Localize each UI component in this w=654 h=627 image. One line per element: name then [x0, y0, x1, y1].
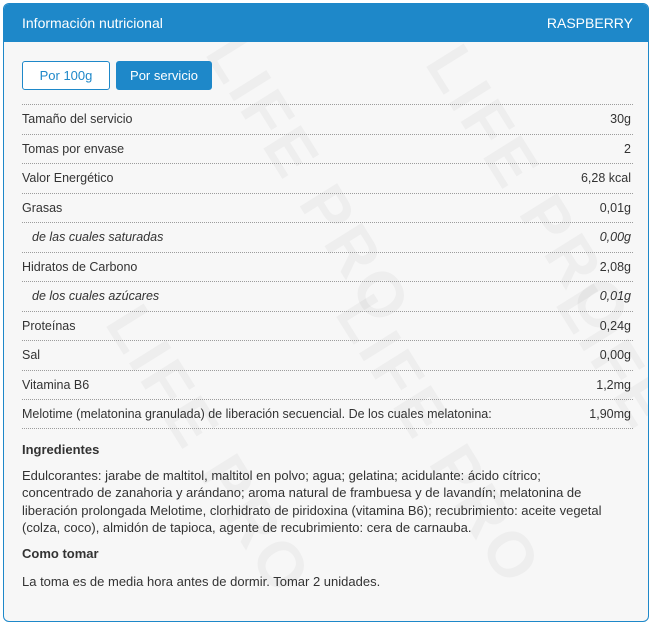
nutrition-row-energy [22, 163, 633, 193]
nutrient-name: Hidratos de Carbono [22, 259, 138, 274]
nutrient-value: 0,24g [599, 318, 631, 333]
panel-header [4, 4, 648, 42]
ingredients-heading: Ingredientes [22, 441, 100, 457]
nutrition-row-serving-size [22, 104, 633, 134]
nutrient-name: Valor Energético [22, 171, 114, 186]
nutrition-row-carbohydrates [22, 252, 633, 282]
nutrition-row-salt [22, 340, 633, 370]
nutrient-name: Tamaño del servicio [22, 112, 133, 127]
flavor-label: RASPBERRY [546, 15, 633, 31]
nutrient-value: 1,2mg [596, 377, 631, 392]
nutrient-name: Tomas por envase [22, 141, 125, 156]
per-serving-button[interactable]: Por servicio [116, 61, 212, 90]
nutrient-name: de las cuales saturadas [32, 230, 164, 245]
nutrient-value: 2,08g [599, 259, 631, 274]
nutrition-row-servings-per-container [22, 134, 633, 164]
nutrient-value: 6,28 kcal [580, 171, 631, 186]
nutrient-value: 30g [610, 112, 631, 127]
nutrition-row-saturated-fat [22, 222, 633, 252]
nutrition-row-sugars [22, 281, 633, 311]
nutrient-name: de los cuales azúcares [32, 289, 160, 304]
ingredients-text: Edulcorantes: jarabe de maltitol, maltitol en polvo; agua; gelatina; acidulante: ácido cítrico; concentrado de zanahoria y arándano; aroma natural de frambuesa y de lavandín; melatonina de liberación prolongada Melotime, clorhidrato de piridoxina (vitamina B6); recubrimiento: aceite vegetal (colza, coco), almidón de tapioca, agente de recubrimiento: cera de carnauba. [22, 467, 602, 535]
nutrient-value: 0,00g [599, 348, 631, 363]
nutrient-value: 1,90mg [589, 406, 631, 421]
how-to-take-heading: Como tomar [22, 545, 99, 561]
per-100g-button[interactable]: Por 100g [22, 61, 110, 90]
nutrient-name: Sal [22, 348, 41, 363]
nutrition-row-melatonin [22, 399, 633, 429]
panel-title: Información nutricional [22, 15, 163, 31]
nutrition-row-protein [22, 311, 633, 341]
nutrient-value: 0,00g [599, 230, 631, 245]
nutrition-table [22, 104, 633, 429]
unit-toggle [22, 42, 633, 92]
nutrient-value: 0,01g [599, 200, 631, 215]
nutrition-row-vitamin-b6 [22, 370, 633, 400]
nutrition-panel [3, 3, 649, 622]
nutrient-name: Vitamina B6 [22, 377, 90, 392]
nutrition-row-fat [22, 193, 633, 223]
how-to-take-text: La toma es de media hora antes de dormir. Tomar 2 unidades. [22, 573, 381, 589]
nutrient-value: 2 [624, 141, 631, 156]
nutrient-value: 0,01g [599, 289, 631, 304]
nutrient-name: Proteínas [22, 318, 76, 333]
nutrient-name: Melotime (melatonina granulada) de liberación secuencial. De los cuales melatonina: [22, 406, 492, 421]
nutrient-name: Grasas [22, 200, 63, 215]
panel-content [4, 42, 648, 589]
